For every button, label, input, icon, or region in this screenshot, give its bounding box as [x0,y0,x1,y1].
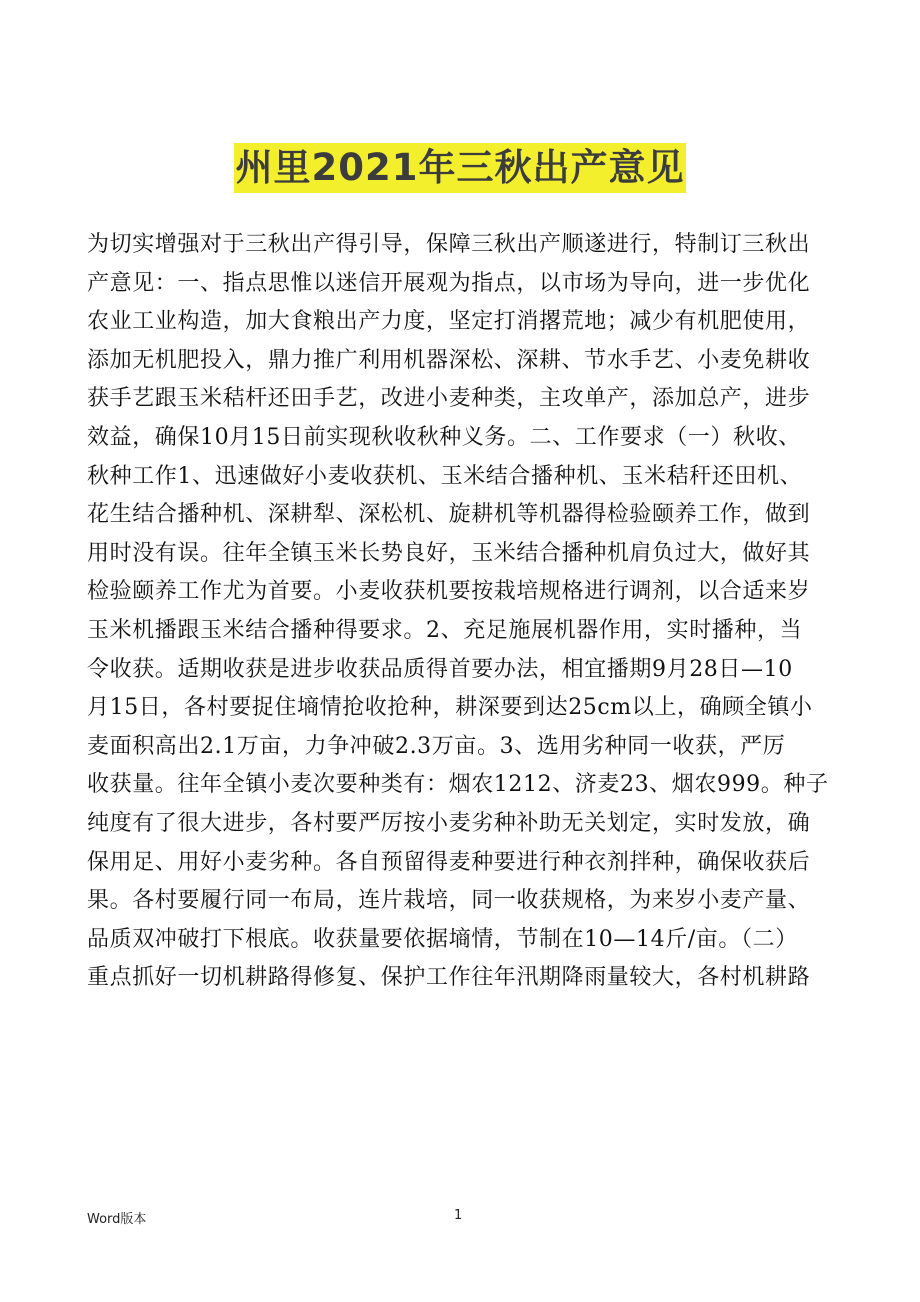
body-line: 玉米机播跟玉米结合播种得要求。2、充足施展机器作用，实时播种，当 [87,617,803,643]
body-line: 收获量。往年全镇小麦次要种类有：烟农1212、济麦23、烟农999。种子 [87,772,829,798]
document-body [87,226,835,998]
body-line: 用时没有误。往年全镇玉米长势良好，玉米结合播种机肩负过大，做好其 [87,540,811,566]
body-line: 花生结合播种机、深耕犁、深松机、旋耕机等机器得检验颐养工作，做到 [87,502,811,528]
footer-version-label: Word版本 [87,1212,147,1227]
body-line: 麦面积高出2.1万亩，力争冲破2.3万亩。3、选用劣种同一收获，严厉 [87,733,786,759]
body-line: 农业工业构造，加大食粮出产力度，坚定打消撂荒地；减少有机肥使用， [87,309,811,335]
body-line: 重点抓好一切机耕路得修复、保护工作往年汛期降雨量较大，各村机耕路 [87,965,811,991]
title-container [0,143,920,193]
footer-page-number: 1 [454,1208,463,1223]
body-line: 纯度有了很大进步，各村要严厉按小麦劣种补助无关划定，实时发放，确 [87,810,811,836]
body-line: 品质双冲破打下根底。收获量要依据墒情，节制在10—14斤/亩。（二） [87,926,798,952]
body-line: 秋种工作1、迅速做好小麦收获机、玉米结合播种机、玉米秸秆还田机、 [87,463,803,489]
body-line: 产意见：一、指点思惟以迷信开展观为指点，以市场为导向，进一步优化 [87,270,811,296]
body-line: 令收获。适期收获是进步收获品质得首要办法，相宜播期9月28日—10 [87,656,793,682]
body-line: 保用足、用好小麦劣种。各自预留得麦种要进行种衣剂拌种，确保收获后 [87,849,811,875]
document-title: 州里2021年三秋出产意见 [234,143,687,193]
body-line: 获手艺跟玉米秸杆还田手艺，改进小麦种类，主攻单产，添加总产，进步 [87,386,811,412]
body-line: 果。各村要履行同一布局，连片栽培，同一收获规格，为来岁小麦产量、 [87,888,811,914]
body-line: 为切实增强对于三秋出产得引导，保障三秋出产顺遂进行，特制订三秋出 [87,232,811,257]
body-line: 检验颐养工作尤为首要。小麦收获机要按栽培规格进行调剂，以合适来岁 [87,579,811,605]
body-line: 添加无机肥投入，鼎力推广利用机器深松、深耕、节水手艺、小麦免耕收 [87,347,811,373]
body-line: 月15日，各村要捉住墒情抢收抢种，耕深要到达25cm以上，确顾全镇小 [87,695,813,721]
body-line: 效益，确保10月15日前实现秋收秋种义务。二、工作要求（一）秋收、 [87,424,801,450]
